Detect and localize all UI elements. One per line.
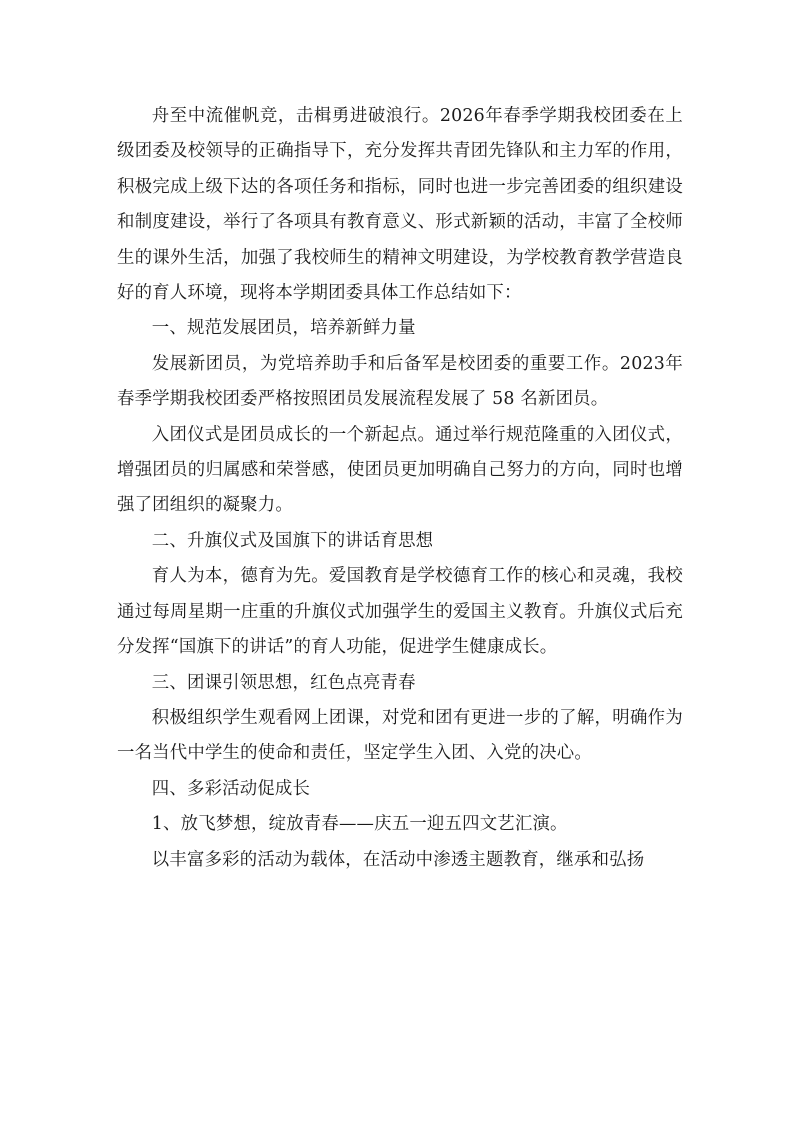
- document-body: [117, 99, 683, 878]
- section-heading-1: 一、规范发展团员，培养新鲜力量: [151, 318, 416, 339]
- section-2-paragraph: 育人为本，德育为先。爱国教育是学校德育工作的核心和灵魂，我校通过每周星期一庄重的升旗仪式加强学生的爱国主义教育。升旗仪式后充分发挥“国旗下的讲话”的育人功能，促进学生健康成长。: [117, 566, 683, 658]
- section-heading-4: 四、多彩活动促成长: [151, 778, 311, 799]
- section-4-paragraph: 以丰富多彩的活动为载体，在活动中渗透主题教育，继承和弘扬: [151, 849, 645, 870]
- subsection-heading-4-1: 1、放飞梦想，绽放青春——庆五一迎五四文艺汇演。: [151, 814, 568, 835]
- section-heading-3: 三、团课引领思想，红色点亮青春: [151, 672, 416, 693]
- intro-paragraph: 舟至中流催帆竞，击楫勇进破浪行。2026年春季学期我校团委在上级团委及校领导的正确指导下，充分发挥共青团先锋队和主力军的作用，积极完成上级下达的各项任务和指标，同时也进一步完善团委的组织建设和制度建设，举行了各项具有教育意义、形式新颖的活动，丰富了全校师生的课外生活，加强了我校师生的精神文明建设，为学校教育教学营造良好的育人环境，现将本学期团委具体工作总结如下：: [117, 106, 683, 304]
- section-1-paragraph-1: 发展新团员，为党培养助手和后备军是校团委的重要工作。2023年春季学期我校团委严格按照团员发展流程发展了 58 名新团员。: [117, 353, 683, 410]
- section-3-paragraph: 积极组织学生观看网上团课，对党和团有更进一步的了解，明确作为一名当代中学生的使命和责任，坚定学生入团、入党的决心。: [117, 707, 683, 764]
- section-heading-2: 二、升旗仪式及国旗下的讲话育思想: [151, 530, 434, 551]
- section-1-paragraph-2: 入团仪式是团员成长的一个新起点。通过举行规范隆重的入团仪式，增强团员的归属感和荣誉感，使团员更加明确自己努力的方向，同时也增强了团组织的凝聚力。: [117, 424, 683, 516]
